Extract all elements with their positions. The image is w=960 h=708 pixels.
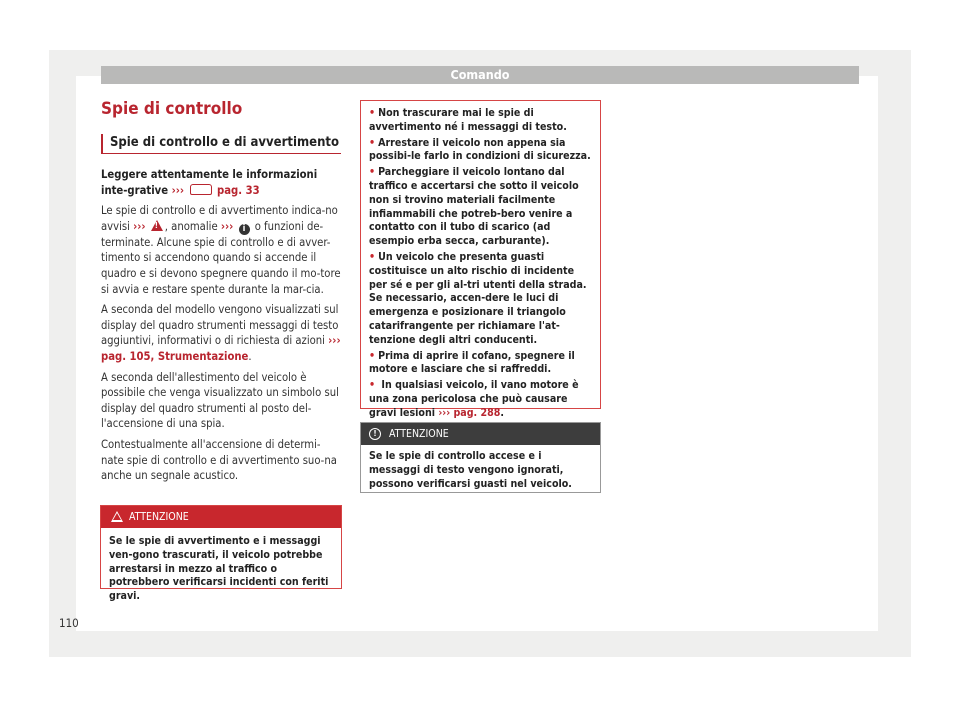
p1-text-b: , anomalie bbox=[164, 219, 218, 233]
car-icon bbox=[190, 184, 212, 195]
paragraph-3: A seconda dell'allestimento del veicolo è possibile che venga visualizzato un simbolo sul display del quadro strumenti al posto del-l'accensione di una spia. bbox=[101, 370, 339, 431]
p2-page-link[interactable]: pag. 105, Strumentazione bbox=[101, 349, 249, 363]
bullet-item: • Parcheggiare il veicolo lontano dal traffico e accertarsi che sotto il veicolo non si trovino materiali facilmente infiammabili che potreb-bero venire a contatto con il tubo di scarico (ad esempio erba secca, carburante). bbox=[369, 166, 592, 249]
last-bullet-end: . bbox=[500, 406, 504, 419]
p1-text-a: Le spie di controllo e di avvertimento indica-no avvisi bbox=[101, 204, 338, 233]
bullet-item-last bbox=[369, 379, 592, 420]
page-title: Spie di controllo bbox=[101, 99, 243, 119]
intro-text: Leggere attentamente le informazioni inte-grative bbox=[101, 168, 318, 197]
caution-info-icon: ! bbox=[369, 428, 381, 440]
warning-header bbox=[101, 506, 341, 528]
warning-label: ATTENZIONE bbox=[129, 511, 189, 523]
bullet-item: • Non trascurare mai le spie di avvertimento né i messaggi di testo. bbox=[369, 107, 592, 135]
section-subtitle: Spie di controllo e di avvertimento bbox=[101, 134, 341, 154]
bullet-item: • Un veicolo che presenta guasti costituisce un alto rischio di incidente per sé e per gli al-tri utenti della strada. Se necessario, accen-dere le luci di emergenza e posizionare il triangolo catarifrangente per richiamare l'at-tenzione degli altri conducenti. bbox=[369, 251, 592, 348]
info-icon: i bbox=[239, 224, 250, 235]
intro-arrow: ››› bbox=[171, 183, 185, 197]
warning-box-left bbox=[100, 505, 342, 603]
warning-box-right bbox=[360, 100, 601, 419]
intro-paragraph bbox=[101, 167, 343, 198]
last-bullet-page-link[interactable]: pag. 288 bbox=[453, 406, 501, 419]
left-column bbox=[101, 167, 343, 489]
warning-bullet-list bbox=[369, 107, 592, 421]
paragraph-4: Contestualmente all'accensione di determi-nate spie di controllo e di avvertimento suo-na anche un segnale acustico. bbox=[101, 437, 337, 483]
bullet-item: • Arrestare il veicolo non appena sia possibi-le farlo in condizioni di sicurezza. bbox=[369, 137, 592, 165]
p2-text: A seconda del modello vengono visualizzati sul display del quadro strumenti messaggi di testo aggiuntivi, informativi o di richiesta di azioni bbox=[101, 303, 339, 348]
p1-arrow-1: ››› bbox=[133, 219, 146, 233]
warning-text: Se le spie di avvertimento e i messaggi ven-gono trascurati, il veicolo potrebbe arrestarsi in mezzo al traffico o potrebbero verificarsi incidenti con feriti gravi. bbox=[109, 535, 329, 603]
last-bullet-text: In qualsiasi veicolo, il vano motore è una zona pericolosa che può causare gravi lesioni bbox=[369, 379, 579, 419]
last-bullet-arrow: ››› bbox=[438, 406, 451, 419]
bullet-item: • Prima di aprire il cofano, spegnere il motore e lasciare che si raffreddi. bbox=[369, 350, 592, 378]
paragraph-1 bbox=[101, 203, 343, 297]
p2-end: . bbox=[248, 349, 252, 363]
intro-page-link[interactable]: pag. 33 bbox=[217, 183, 260, 197]
caution-label: ATTENZIONE bbox=[389, 428, 449, 440]
caution-text: Se le spie di controllo accese e i messaggi di testo vengono ignorati, possono verificarsi guasti nel veicolo. bbox=[369, 450, 572, 490]
warning-bullets-container bbox=[361, 101, 600, 431]
warning-triangle-icon bbox=[151, 220, 163, 231]
page-number: 110 bbox=[59, 616, 79, 630]
p1-arrow-2: ››› bbox=[220, 219, 234, 233]
paragraph-2 bbox=[101, 302, 343, 364]
warning-icon bbox=[111, 511, 123, 522]
section-header: Comando bbox=[101, 66, 859, 84]
p1-text-c: o funzioni de-terminate. Alcune spie di controllo e di avver-timento si accendono quando si accende il quadro e si devono spegnere quando il mo-tore si avvia e restare spente durante la mar-cia. bbox=[101, 219, 341, 296]
p2-arrow: ››› bbox=[328, 334, 341, 348]
caution-box bbox=[360, 422, 601, 493]
caution-header bbox=[361, 423, 600, 445]
